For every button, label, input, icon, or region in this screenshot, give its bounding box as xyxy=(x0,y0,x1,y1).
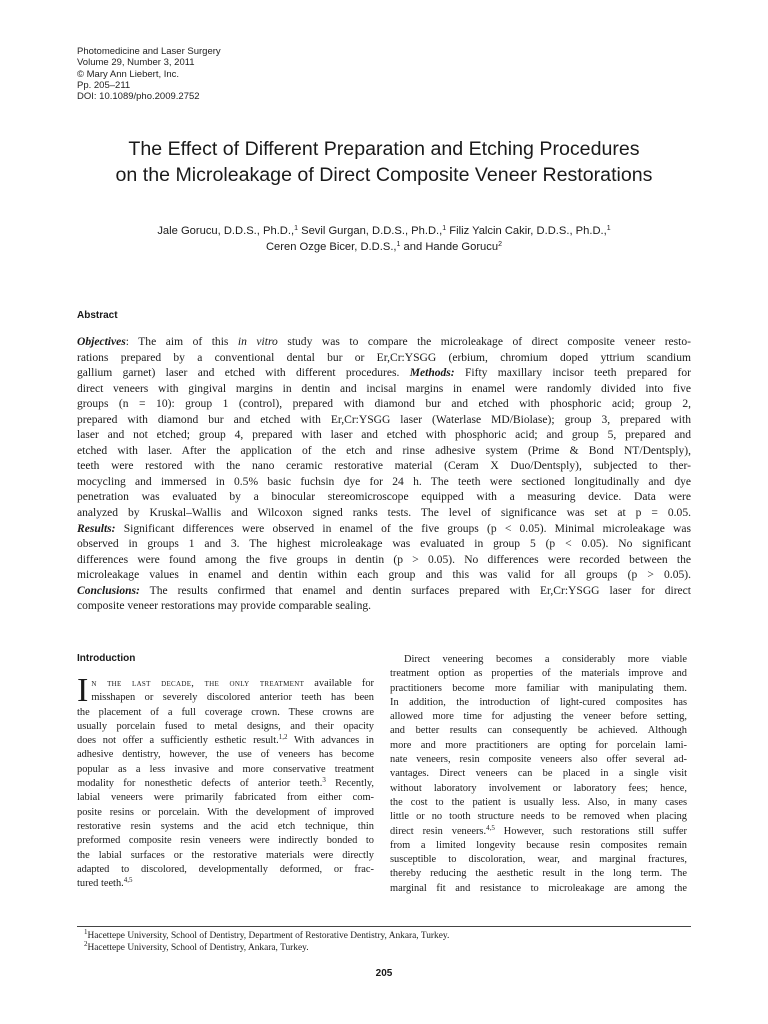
body-line: adhesive dentistry, however, the use of veneers has become xyxy=(77,749,374,761)
footnotes xyxy=(84,930,449,954)
footnote-1 xyxy=(84,930,449,942)
text-run: gallium garnet) laser and etched with different procedures. xyxy=(77,367,410,380)
introduction-column xyxy=(77,653,374,891)
affiliation-mark: 1 xyxy=(294,225,299,232)
body-line: vantages. Direct veneers can be placed in a single visit xyxy=(390,768,687,780)
journal-doi: DOI: 10.1089/pho.2009.2752 xyxy=(77,91,200,103)
abstract-line: groups (n = 10): group 1 (control), prepared with diamond bur and etched with phosphoric acid; group 2, xyxy=(77,398,691,411)
journal-volume: Volume 29, Number 3, 2011 xyxy=(77,57,195,69)
body-line xyxy=(77,734,374,748)
drop-cap: I xyxy=(77,672,89,709)
body-line: without laboratory involvement or laboratory fees; hence, xyxy=(390,782,687,794)
title-line-2: on the Microleakage of Direct Composite Veneer Restorations xyxy=(115,164,653,186)
abstract-line: laser and not etched; group 4, prepared with laser and etched with phosphoric acid; and group 5, prepared and xyxy=(77,429,691,442)
footnote-2 xyxy=(84,942,449,954)
reference-mark: 1,2 xyxy=(278,733,288,742)
text-run: modality for nonesthetic defects of anterior teeth. xyxy=(77,778,323,790)
body-line: the placement of a full coverage crown. These crowns are xyxy=(77,706,374,718)
text-run: Significant differences were observed in enamel of the five groups (p < 0.05). Minimal microleakage was xyxy=(115,522,691,535)
text-run: Recently, xyxy=(325,778,375,790)
body-line: Direct veneering becomes a considerably more viable xyxy=(404,654,687,665)
journal-info xyxy=(77,46,221,102)
abstract-line: penetration was evaluated by a binocular stereomicroscope equipped with a measuring device. Data were xyxy=(77,491,691,504)
text-run: available for xyxy=(304,678,374,689)
body-line: from a limited longevity because resin composites remain xyxy=(390,839,687,851)
body-line: little or no tooth structure needs to be removed when placing xyxy=(390,811,687,823)
text-run: : The aim of this xyxy=(125,336,238,348)
text-run: With advances in xyxy=(287,735,375,747)
reference-mark: 4,5 xyxy=(123,876,133,885)
introduction-heading: Introduction xyxy=(77,653,136,664)
results-label: Results: xyxy=(77,522,116,535)
abstract-line: microleakage values in enamel and dentin within each group and this was valid for all groups (p > 0.05). xyxy=(77,569,691,582)
author-5: and Hande Gorucu xyxy=(400,241,499,253)
abstract-heading: Abstract xyxy=(77,310,118,321)
body-line: the labial surfaces or the restorative materials were directly xyxy=(77,849,374,861)
footnote-text: Hacettepe University, School of Dentistry, Ankara, Turkey. xyxy=(87,943,309,953)
author-line-2 xyxy=(40,239,728,255)
body-line: popular as a less invasive and more conservative treatment xyxy=(77,763,374,775)
body-line xyxy=(77,877,374,891)
footnote-mark: 1 xyxy=(84,928,88,936)
body-line: treatment option as properties of the materials improve and xyxy=(390,668,687,680)
body-line: adapted to discolored, developmentally deformed, or frac- xyxy=(77,863,374,875)
author-1: Jale Gorucu, D.D.S., Ph.D., xyxy=(157,225,295,237)
footnote-divider xyxy=(77,926,691,927)
text-run: Fifty maxillary incisor teeth prepared for xyxy=(454,367,691,380)
body-line: restorative resin systems and the acid etch technique, thin xyxy=(77,820,374,832)
body-line: thereby reducing the aesthetic result in the long term. The xyxy=(390,868,687,880)
journal-pages: Pp. 205–211 xyxy=(77,79,131,91)
abstract-line: mocycling and immersed in 0.5% basic fuchsin dye for 24 h. The teeth were sectioned longitudinally and dye xyxy=(77,475,691,488)
small-caps-lead: n the last decade, the only treatment xyxy=(91,678,305,689)
affiliation-mark: 1 xyxy=(606,225,611,232)
body-line: more and more practitioners are opting for porcelain lami- xyxy=(390,739,687,751)
reference-mark: 3 xyxy=(322,776,326,785)
body-line: misshapen or severely discolored anterior teeth has been xyxy=(91,692,374,704)
abstract-line xyxy=(77,522,691,538)
objectives-label: Objectives xyxy=(77,336,126,348)
abstract-line: differences were found among the five groups in dentin (p > 0.05). No differences were recorded between the xyxy=(77,553,691,566)
text-run: However, such restorations still suffer xyxy=(494,825,687,837)
body-line: and better results can consequently be achieved. Although xyxy=(390,725,687,737)
affiliation-mark: 1 xyxy=(442,225,447,232)
body-line xyxy=(77,677,374,691)
text-run: tured teeth. xyxy=(77,878,124,890)
body-line xyxy=(77,777,374,791)
author-4: Ceren Ozge Bicer, D.D.S., xyxy=(265,241,397,253)
body-line xyxy=(390,825,687,839)
body-line: preformed composite resin veneers were indirectly bonded to xyxy=(77,835,374,847)
page-number: 205 xyxy=(375,968,393,979)
abstract-line xyxy=(77,584,691,600)
abstract-line: composite veneer restorations may provide comparable sealing. xyxy=(77,600,372,613)
footnote-text: Hacettepe University, School of Dentistry, Department of Restorative Dentistry, Ankara, Turkey. xyxy=(87,931,450,941)
footnote-mark: 2 xyxy=(84,940,88,948)
author-2: Sevil Gurgan, D.D.S., Ph.D., xyxy=(298,225,443,237)
conclusions-label: Conclusions: xyxy=(77,584,140,597)
text-run: direct resin veneers. xyxy=(390,825,487,837)
abstract-line: direct veneers with gingival margins in dentin and incisal margins in enamel were randomly divided into five xyxy=(77,382,691,395)
abstract-body xyxy=(77,335,691,615)
abstract-line: rations prepared by a conventional dental bur or Er,Cr:YSGG (erbium, chromium doped yttrium scandium xyxy=(77,351,691,364)
body-line: the cost to the patient is usually less. Also, in many cases xyxy=(390,796,687,808)
paper-title xyxy=(40,136,728,188)
author-list xyxy=(40,223,728,255)
author-line-1 xyxy=(40,223,728,239)
body-line: In addition, the introduction of light-cured composites has xyxy=(390,696,687,708)
reference-mark: 4,5 xyxy=(486,823,495,832)
body-line: allowed more time for adjusting the veneer before setting, xyxy=(390,711,687,723)
title-line-1: The Effect of Different Preparation and Etching Procedures xyxy=(128,138,640,160)
body-line: marginal fit and resistance to microleakage are among the xyxy=(390,882,687,894)
right-column xyxy=(390,653,687,896)
body-line: practitioners become more familiar with manipulating them. xyxy=(390,682,687,694)
body-line: posite resins or porcelain. With the development of improved xyxy=(77,806,374,818)
abstract-line: teeth were restored with the nano ceramic restorative material (Ceram X Duo/Dentsply), subjected to ther- xyxy=(77,460,691,473)
text-run: The results confirmed that enamel and dentin surfaces prepared with Er,Cr:YSGG laser for direct xyxy=(139,584,691,597)
abstract-line: observed in groups 1 and 3. The highest microleakage was evaluated in group 5 (p < 0.05). No significant xyxy=(77,538,691,551)
abstract-line: analyzed by Kruskal–Wallis and Wilcoxon signed ranks tests. The level of significance was set at p = 0.05. xyxy=(77,507,691,520)
text-run: study was to compare the microleakage of direct composite veneer resto- xyxy=(277,336,691,348)
body-line: labial veneers were primarily fabricated from either com- xyxy=(77,792,374,804)
abstract-line: prepared with diamond bur and etched with Er,Cr:YSGG laser (Waterlase MD/Biolase); group 3, prepared with xyxy=(77,413,691,426)
body-line: nate veneers, resin composite veneers also offer several ad- xyxy=(390,754,687,766)
body-line: susceptible to discoloration, wear, and marginal fractures, xyxy=(390,854,687,866)
abstract-line: etched with laser. After the application of the etch and rinse adhesive system (Prime & Bond NT/Dentsply), xyxy=(77,444,691,457)
journal-publisher: © Mary Ann Liebert, Inc. xyxy=(77,68,180,80)
affiliation-mark: 1 xyxy=(396,241,401,248)
abstract-line xyxy=(77,366,691,382)
text-run: does not offer a sufficiently esthetic result. xyxy=(77,735,279,747)
methods-label: Methods: xyxy=(409,367,455,380)
author-3: Filiz Yalcin Cakir, D.D.S., Ph.D., xyxy=(446,225,607,237)
journal-name: Photomedicine and Laser Surgery xyxy=(77,46,221,57)
body-line: usually porcelain fused to metal designs, and their opacity xyxy=(77,720,374,732)
abstract-line xyxy=(77,335,691,351)
affiliation-mark: 2 xyxy=(498,241,503,248)
text-run-italic: in vitro xyxy=(237,336,278,348)
